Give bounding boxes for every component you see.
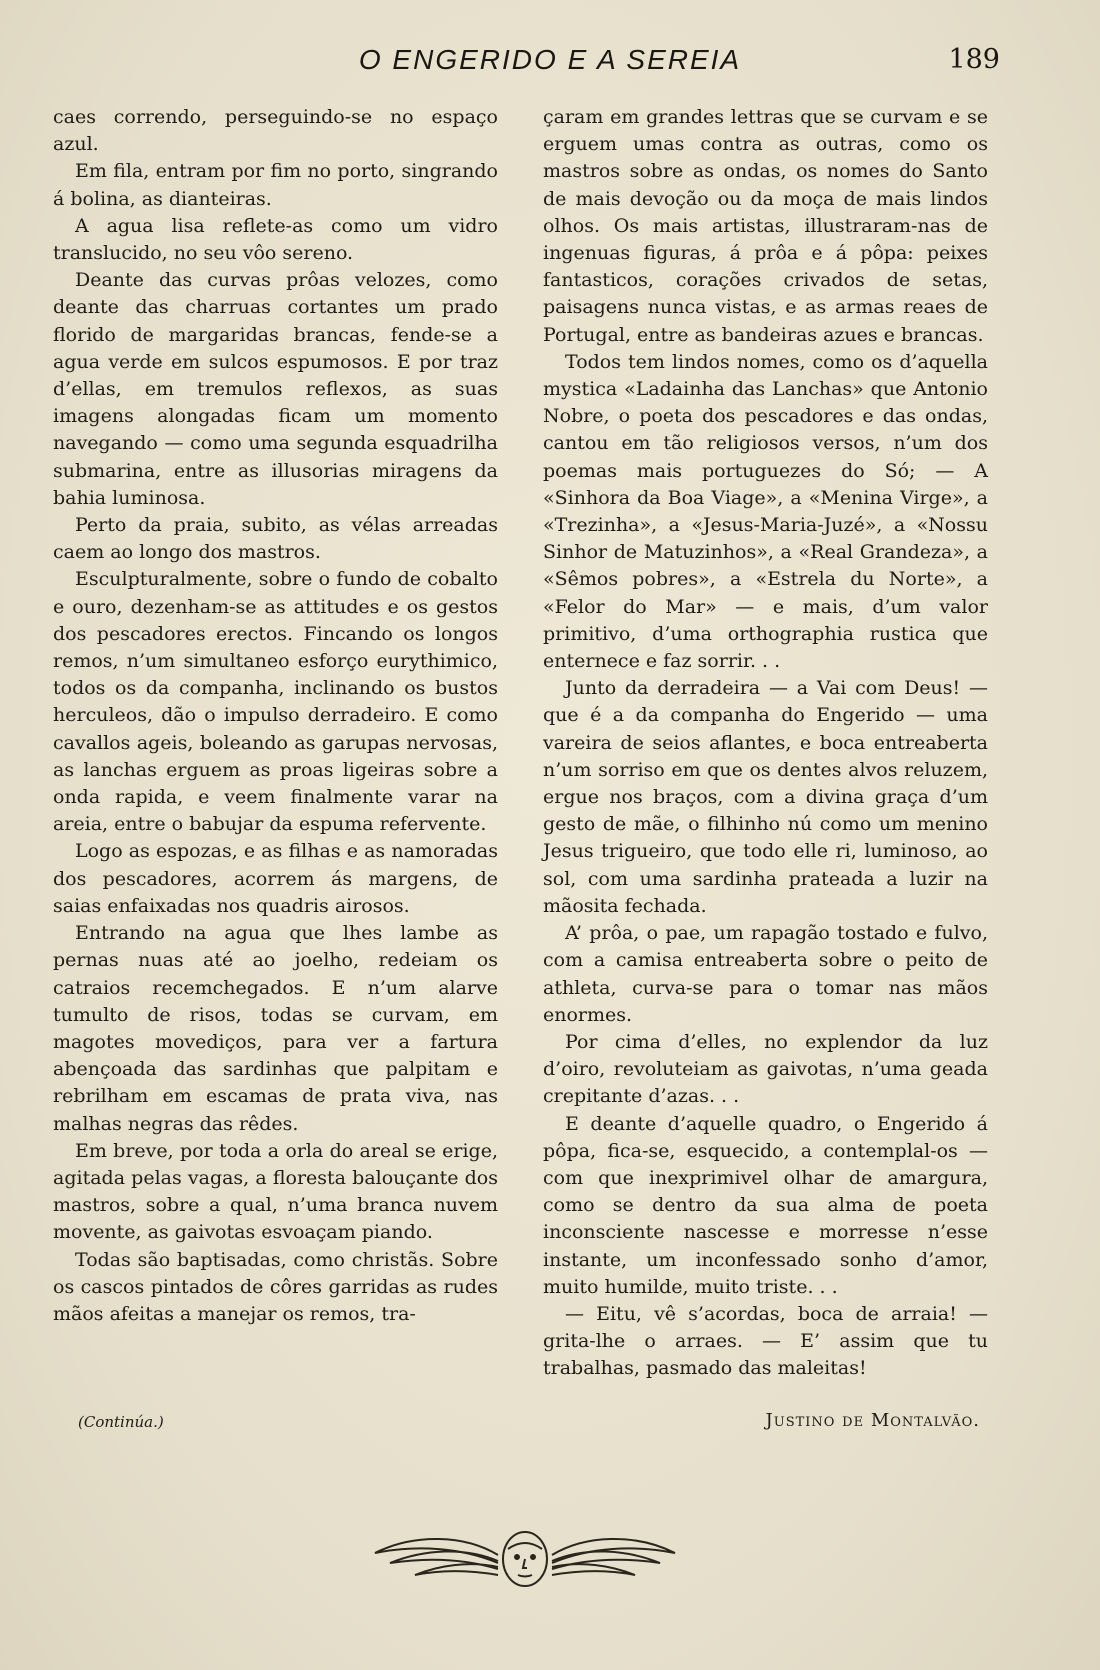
winged-head-ornament-icon bbox=[370, 1515, 680, 1595]
paragraph: Junto da derradeira — a Vai com Deus! — que é a da companha do Engerido — uma vareira de seios aflantes, e boca entreaberta n’um sorriso em que os dentes alvos reluzem, ergue nos braços, com a divina graça d’um gesto de mãe, o filhinho nú como um menino Jesus trigueiro, que todo elle ri, luminoso, ao sol, com uma sardinha prateada a luzir na mãosita fechada. bbox=[543, 677, 988, 917]
paragraph: Em breve, por toda a orla do areal se erige, agitada pelas vagas, a floresta balouçante dos mastros, sobre a qual, n’uma branca nuvem movente, as gaivotas esvoaçam piando. bbox=[53, 1139, 498, 1244]
paragraph: çaram em grandes lettras que se curvam e se erguem umas contra as outras, como os mastros sobre as ondas, os nomes do Santo de mais devoção ou da moça de mais lindos olhos. Os mais artistas, illustraram-nas de ingenuas figuras, á prôa e á pôpa: peixes fantasticos, corações crivados de setas, paisagens nunca vistas, e as armas reaes de Portugal, entre as bandeiras azues e brancas. bbox=[543, 106, 988, 346]
paragraph: caes correndo, perseguindo-se no espaço azul. bbox=[53, 106, 498, 156]
paragraph: Em fila, entram por fim no porto, singrando á bolina, as dianteiras. bbox=[53, 160, 498, 210]
paragraph: Por cima d’elles, no explendor da luz d’oiro, revoluteiam as gaivotas, n’uma geada crepitante d’azas. . . bbox=[543, 1030, 988, 1108]
paragraph: E deante d’aquelle quadro, o Engerido á pôpa, fica-se, esquecido, a contemplal-os — com que inexprimivel olhar de amargura, como se dentro da sua alma de poeta inconsciente nascesse e morresse n’esse instante, um inconfessado sonho d’amor, muito humilde, muito triste. . . bbox=[543, 1112, 988, 1298]
paragraph: A agua lisa reflete-as como um vidro translucido, no seu vôo sereno. bbox=[53, 214, 498, 265]
continua-note: (Continúa.) bbox=[78, 1413, 164, 1431]
paragraph: A’ prôa, o pae, um rapagão tostado e fulvo, com a camisa entreaberta sobre o peito de athleta, curva-se para o tomar nas mãos enormes. bbox=[543, 922, 988, 1026]
author-signature: Justino de Montalvão. bbox=[765, 1410, 980, 1431]
paragraph: Logo as espozas, e as filhas e as namoradas dos pescadores, acorrem ás margens, de saias enfaixadas nos quadris airosos. bbox=[53, 840, 498, 917]
paragraph: Entrando na agua que lhes lambe as pernas nuas até ao joelho, redeiam os catraios recemchegados. E n’um alarve tumulto de risos, todas se curvam, em magotes movediços, para ver a fartura abençoada das sardinhas que palpitam e rebrilham em escamas de prata viva, nas malhas negras das rêdes. bbox=[53, 922, 498, 1135]
paragraph: Todos tem lindos nomes, como os d’aquella mystica «Ladainha das Lanchas» que Antonio Nobre, o poeta dos pescadores e das ondas, cantou em tão religiosos versos, n’um dos poemas mais portuguezes do Só; — A «Sinhora da Boa Viage», a «Menina Virge», a «Trezinha», a «Jesus-Maria-Juzé», a «Nossu Sinhor de Matuzinhos», a «Real Grandeza», a «Sêmos pobres», a «Estrela du Norte», a «Felor do Mar» — e mais, d’um valor primitivo, d’uma orthographia rustica que enternece e faz sorrir. . . bbox=[543, 350, 988, 673]
running-title: O ENGERIDO E A SEREIA bbox=[358, 44, 742, 75]
page-number: 189 bbox=[948, 44, 1000, 75]
paragraph: Perto da praia, subito, as vélas arreadas caem ao longo dos mastros. bbox=[53, 514, 498, 564]
left-column bbox=[53, 104, 498, 1328]
right-column bbox=[543, 104, 988, 1383]
paragraph: Esculpturalmente, sobre o fundo de cobalto e ouro, dezenham-se as attitudes e os gestos dos pescadores erectos. Fincando os longos remos, n’um simultaneo esforço eurythimico, todos os da companha, inclinando os bustos herculeos, dão o impulso derradeiro. E como cavallos ageis, boleando as garupas nervosas, as lanchas erguem as proas ligeiras sobre a onda rapida, e veem finalmente varar na areia, entre o babujar da espuma refervente. bbox=[53, 568, 498, 836]
paragraph: Deante das curvas prôas velozes, como deante das charruas cortantes um prado florido de margaridas brancas, fende-se a agua verde em sulcos espumosos. E por traz d’ellas, em tremulos reflexos, as suas imagens alongadas ficam um momento navegando — como uma segunda esquadrilha submarina, entre as illusorias miragens da bahia luminosa. bbox=[53, 269, 498, 509]
paragraph: Todas são baptisadas, como christãs. Sobre os cascos pintados de côres garridas as rudes mãos afeitas a manejar os remos, tra- bbox=[53, 1248, 498, 1325]
page-header bbox=[0, 44, 1100, 84]
paragraph: — Eitu, vê s’acordas, boca de arraia! — grita-lhe o arraes. — E’ assim que tu trabalhas, pasmado das maleitas! bbox=[543, 1302, 988, 1380]
